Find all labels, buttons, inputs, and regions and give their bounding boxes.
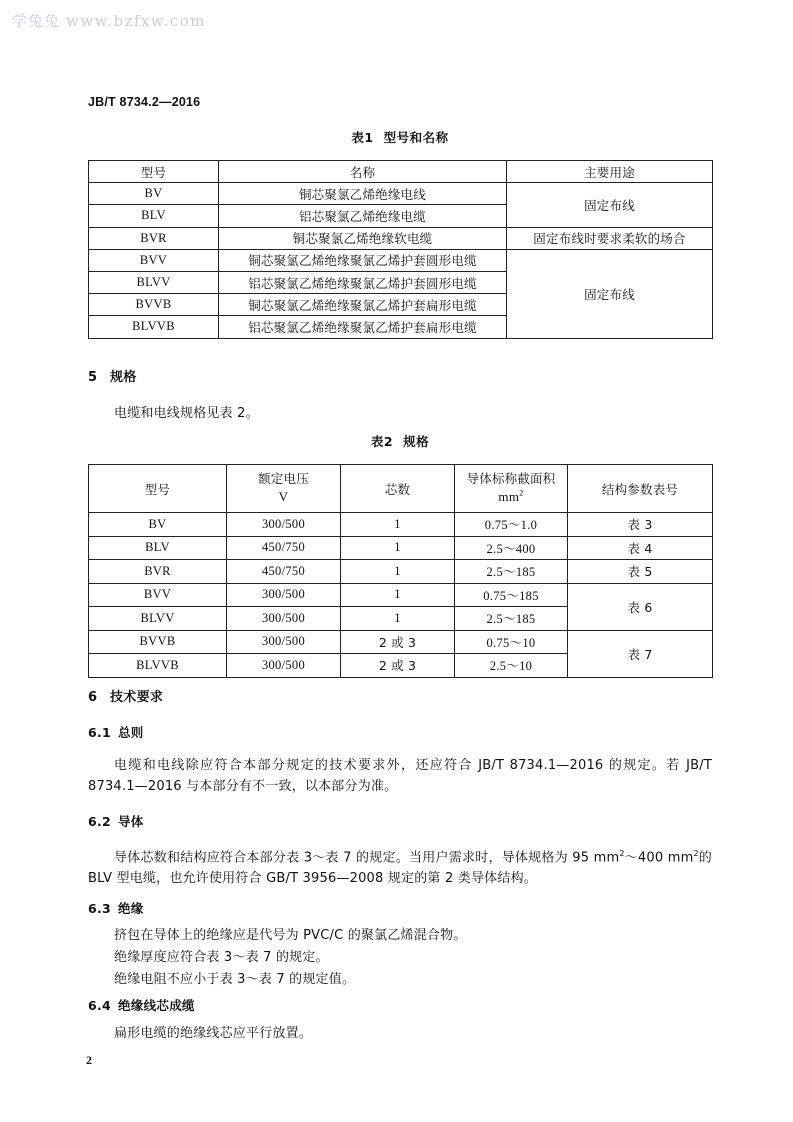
watermark — [12, 10, 206, 31]
table2-model: BVV — [89, 583, 227, 607]
table2-cores: 2 或 3 — [341, 630, 455, 654]
table1-caption-title: 型号和名称 — [383, 130, 449, 145]
table-specifications — [88, 464, 713, 678]
heading-6-4-title: 绝缘线芯成缆 — [118, 998, 195, 1013]
heading-6-2-number: 6.2 — [88, 814, 112, 829]
table2-col-area — [455, 465, 568, 513]
table-row — [89, 227, 713, 249]
table2-col-voltage — [227, 465, 341, 513]
table1-col-name: 名称 — [219, 161, 507, 183]
table1-name: 铜芯聚氯乙烯绝缘聚氯乙烯护套扁形电缆 — [219, 294, 507, 316]
table1-col-use: 主要用途 — [507, 161, 713, 183]
table2-area: 2.5～185 — [455, 607, 568, 631]
table-row — [89, 513, 713, 537]
paragraph-6-2-sup2: 2 — [693, 849, 699, 858]
table1-name: 铝芯聚氯乙烯绝缘聚氯乙烯护套圆形电缆 — [219, 271, 507, 293]
table1-model: BLVVB — [89, 316, 219, 338]
table2-voltage: 450/750 — [227, 536, 341, 560]
heading-6-1-number: 6.1 — [88, 725, 112, 740]
table2-area: 2.5～400 — [455, 536, 568, 560]
heading-6-4-number: 6.4 — [88, 998, 112, 1013]
table1-name: 铜芯聚氯乙烯绝缘软电缆 — [219, 227, 507, 249]
table-row — [89, 630, 713, 654]
table2-col-area-label: 导体标称截面积 — [466, 471, 556, 487]
table1-name: 铝芯聚氯乙烯绝缘聚氯乙烯护套扁形电缆 — [219, 316, 507, 338]
table1-use: 固定布线 — [507, 249, 713, 338]
table1-use: 固定布线时要求柔软的场合 — [507, 227, 713, 249]
table2-cores: 1 — [341, 560, 455, 584]
table2-struct-ref: 表 3 — [568, 513, 713, 537]
table2-struct-ref: 表 5 — [568, 560, 713, 584]
table2-area: 0.75～10 — [455, 630, 568, 654]
table2-col-voltage-unit: V — [278, 489, 289, 505]
table2-struct-ref: 表 4 — [568, 536, 713, 560]
table1-model: BLV — [89, 205, 219, 227]
table2-voltage: 300/500 — [227, 654, 341, 678]
table2-cores: 1 — [341, 513, 455, 537]
table2-caption-title: 规格 — [403, 434, 430, 449]
table1-model: BVV — [89, 249, 219, 271]
heading-section-6-3 — [88, 899, 144, 917]
table-row — [89, 560, 713, 584]
heading-6-2-title: 导体 — [118, 814, 144, 829]
table1-caption — [88, 128, 712, 146]
heading-6-3-number: 6.3 — [88, 901, 112, 916]
table-row-header — [89, 465, 713, 513]
watermark-url: www.bzfxw.com — [66, 12, 207, 30]
table2-cores: 1 — [341, 536, 455, 560]
table2-col-voltage-label: 额定电压 — [258, 471, 309, 487]
table2-voltage: 300/500 — [227, 513, 341, 537]
table1-model: BVR — [89, 227, 219, 249]
page-number: 2 — [86, 1053, 92, 1067]
table-row — [89, 536, 713, 560]
table2-col-area-unit: $mm^2$ — [498, 488, 524, 505]
table2-model: BVR — [89, 560, 227, 584]
table1-name: 铜芯聚氯乙烯绝缘聚氯乙烯护套圆形电缆 — [219, 249, 507, 271]
table1-caption-label: 表1 — [351, 130, 374, 145]
table-row — [89, 183, 713, 205]
table2-caption — [88, 432, 712, 450]
table2-col-struct-ref: 结构参数表号 — [568, 465, 713, 513]
table2-area: 2.5～10 — [455, 654, 568, 678]
table2-cores: 2 或 3 — [341, 654, 455, 678]
table1-model: BVVB — [89, 294, 219, 316]
table1-model: BV — [89, 183, 219, 205]
heading-section-6 — [88, 686, 163, 705]
table-row — [89, 583, 713, 607]
heading-section-6-2 — [88, 812, 144, 830]
table1-col-model: 型号 — [89, 161, 219, 183]
table1-name: 铝芯聚氯乙烯绝缘电缆 — [219, 205, 507, 227]
table2-voltage: 300/500 — [227, 607, 341, 631]
paragraph-6-1: 电缆和电线除应符合本部分规定的技术要求外，还应符合 JB/T 8734.1—2016 的规定。若 JB/T 8734.1—2016 与本部分有不一致，以本部分为准。 — [88, 758, 712, 794]
table2-model: BLVVB — [89, 654, 227, 678]
heading-section-5 — [88, 366, 137, 385]
table2-col-cores: 芯数 — [341, 465, 455, 513]
table2-area: 2.5～185 — [455, 560, 568, 584]
heading-6-number: 6 — [88, 690, 98, 705]
table2-area: 0.75～1.0 — [455, 513, 568, 537]
heading-section-6-1 — [88, 723, 144, 741]
paragraph-6-2 — [88, 843, 712, 889]
table2-caption-label: 表2 — [370, 434, 394, 449]
table2-col-model: 型号 — [89, 465, 227, 513]
table2-voltage: 300/500 — [227, 583, 341, 607]
table1-name: 铜芯聚氯乙烯绝缘电线 — [219, 183, 507, 205]
table-model-and-name — [88, 160, 713, 339]
table-row-header — [89, 161, 713, 183]
table1-use: 固定布线 — [507, 183, 713, 227]
table2-area: 0.75～185 — [455, 583, 568, 607]
heading-6-1-title: 总则 — [118, 725, 144, 740]
paragraph-6-3-line3: 绝缘电阻不应小于表 3～表 7 的规定值。 — [114, 972, 356, 987]
table2-model: BLV — [89, 536, 227, 560]
paragraph-section-5: 电缆和电线规格见表 2。 — [114, 406, 259, 421]
table-row — [89, 249, 713, 271]
paragraph-6-3-line1: 挤包在导体上的绝缘应是代号为 PVC/C 的聚氯乙烯混合物。 — [114, 928, 467, 943]
paragraph-6-4-line1: 扁形电缆的绝缘线芯应平行放置。 — [114, 1026, 313, 1041]
paragraph-6-2-part1: 导体芯数和结构应符合本部分表 3～表 7 的规定。当用户需求时，导体规格为 95 mm — [114, 850, 620, 866]
paragraph-6-3-line2: 绝缘厚度应符合表 3～表 7 的规定。 — [114, 950, 329, 965]
table2-model: BLVV — [89, 607, 227, 631]
table2-cores: 1 — [341, 583, 455, 607]
table2-voltage: 450/750 — [227, 560, 341, 584]
table2-struct-ref: 表 6 — [568, 583, 713, 630]
heading-6-title: 技术要求 — [110, 690, 164, 705]
paragraph-6-2-sup1: 2 — [619, 849, 625, 858]
table2-voltage: 300/500 — [227, 630, 341, 654]
table2-struct-ref: 表 7 — [568, 630, 713, 677]
table2-cores: 1 — [341, 607, 455, 631]
table1-model: BLVV — [89, 271, 219, 293]
heading-section-6-4 — [88, 996, 195, 1014]
table2-model: BV — [89, 513, 227, 537]
table2-model: BVVB — [89, 630, 227, 654]
paragraph-6-2-part3: 的 BLV 型电缆，也允许使用符合 GB/T 3956—2008 规定的第 2 类导体结构。 — [88, 850, 712, 887]
paragraph-6-2-part2: ～400 mm — [624, 850, 694, 866]
watermark-brand: 学兔兔 — [12, 12, 61, 30]
heading-6-3-title: 绝缘 — [118, 901, 144, 916]
standard-code-header: JB/T 8734.2—2016 — [88, 95, 201, 109]
heading-5-title: 规格 — [110, 370, 137, 385]
heading-5-number: 5 — [88, 370, 98, 385]
